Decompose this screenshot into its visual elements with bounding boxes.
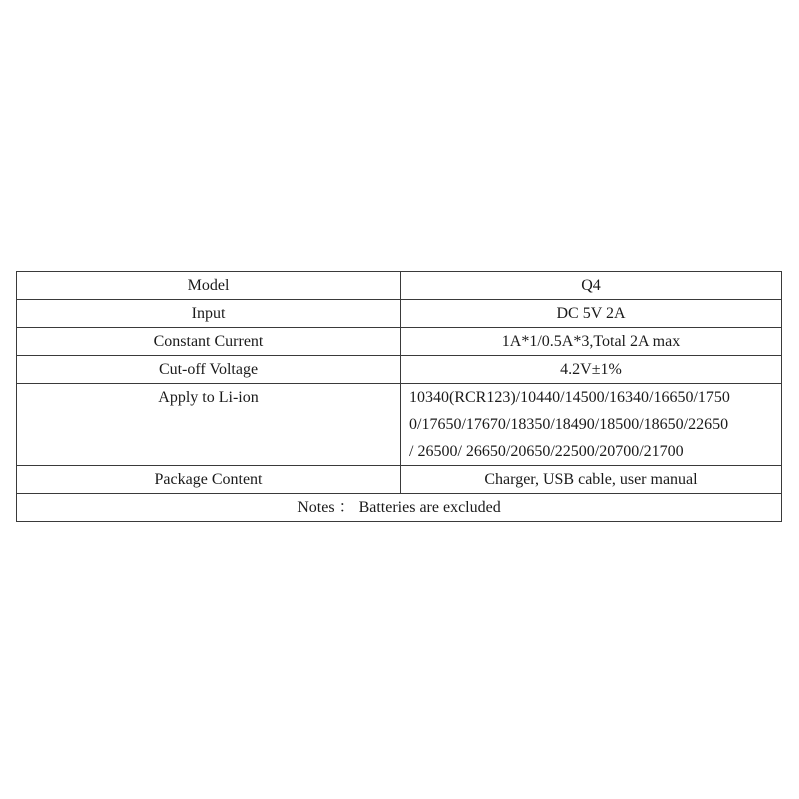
apply-to-value	[401, 384, 782, 466]
package-content-label: Package Content	[17, 466, 401, 494]
apply-to-label	[17, 384, 401, 466]
cutoff-voltage-value: 4.2V±1%	[401, 356, 782, 384]
table-row-apply-to	[17, 384, 782, 466]
apply-to-label-text: Apply to Li-ion	[158, 389, 259, 406]
notes-cell: Notes ： Batteries are excluded	[17, 494, 782, 522]
input-value: DC 5V 2A	[401, 300, 782, 328]
table-row-notes	[17, 494, 782, 522]
model-label: Model	[17, 272, 401, 300]
apply-to-line-2: 0/17650/17670/18350/18490/18500/18650/22650	[409, 416, 729, 433]
constant-current-value: 1A*1/0.5A*3,Total 2A max	[401, 328, 782, 356]
cutoff-voltage-label: Cut-off Voltage	[17, 356, 401, 384]
input-label: Input	[17, 300, 401, 328]
table-row-input	[17, 300, 782, 328]
table-row-cutoff-voltage	[17, 356, 782, 384]
table-row-package-content	[17, 466, 782, 494]
apply-to-line-1: 10340(RCR123)/10440/14500/16340/16650/1750	[409, 389, 730, 406]
table-row-constant-current	[17, 328, 782, 356]
table-row-model	[17, 272, 782, 300]
apply-to-line-3: / 26500/ 26650/20650/22500/20700/21700	[409, 443, 684, 460]
package-content-value: Charger, USB cable, user manual	[401, 466, 782, 494]
model-value: Q4	[401, 272, 782, 300]
spec-table	[16, 271, 782, 522]
constant-current-label: Constant Current	[17, 328, 401, 356]
